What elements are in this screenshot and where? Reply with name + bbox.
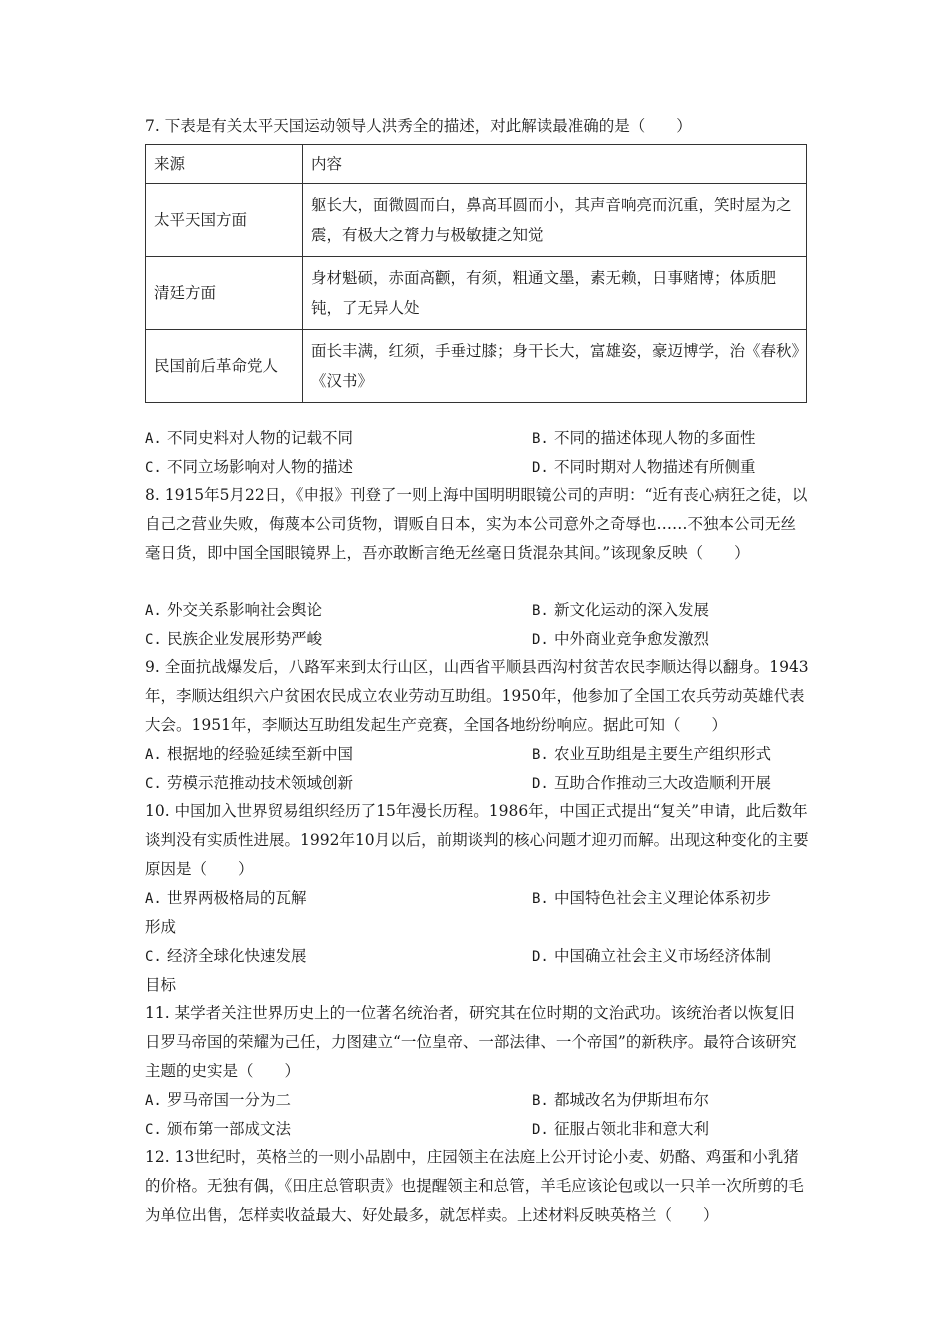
table-cell-source: 太平天国方面 [146, 184, 303, 257]
q12-stem: 12. 13世纪时，英格兰的一则小品剧中，庄园领主在法庭上公开讨论小麦、奶酪、鸡蛋和小乳猪的价格。无独有偶，《田庄总管职责》也提醒领主和总管，羊毛应该论包或以一只羊一次所剪的毛为单位出售，怎样卖收益最大、好处最多，就怎样卖。上述材料反映英格兰（ ） [145, 1148, 804, 1224]
q8-option-b[interactable]: B. 新文化运动的深入发展 [532, 601, 710, 619]
q8-option-c[interactable]: C. 民族企业发展形势严峻 [145, 630, 323, 648]
q8-stem: 8. 1915年5月22日，《申报》刊登了一则上海中国明明眼镜公司的声明：“近有丧心病狂之徒，以自己之营业失败，侮蔑本公司货物，谓贩自日本，实为本公司意外之奇辱也……不独本公司无丝毫日货，即中国全国眼镜界上，吾亦敢断言绝无丝毫日货混杂其间。”该现象反映（ ） [145, 486, 808, 562]
table-cell-content: 躯长大，面微圆而白，鼻高耳圆而小，其声音响亮而沉重，笑时屋为之震，有极大之膂力与极敏捷之知觉 [303, 184, 807, 257]
q10-option-b-wrap: 形成 [145, 918, 177, 936]
q9-option-b[interactable]: B. 农业互助组是主要生产组织形式 [532, 745, 772, 763]
table-header-source: 来源 [146, 145, 303, 184]
q7-option-a[interactable]: A. 不同史料对人物的记载不同 [145, 429, 354, 447]
table-row [146, 330, 807, 403]
q10-option-c[interactable]: C. 经济全球化快速发展 [145, 947, 307, 965]
q11-stem: 11. 某学者关注世界历史上的一位著名统治者，研究其在位时期的文治武功。该统治者以恢复旧日罗马帝国的荣耀为己任，力图建立“一位皇帝、一部法律、一个帝国”的新秩序。最符合该研究主题的史实是（ ） [145, 1004, 797, 1080]
q9-stem: 9. 全面抗战爆发后，八路军来到太行山区，山西省平顺县西沟村贫苦农民李顺达得以翻身。1943年，李顺达组织六户贫困农民成立农业劳动互助组。1950年，他参加了全国工农兵劳动英雄代表大会。1951年，李顺达互助组发起生产竞赛，全国各地纷纷响应。据此可知（ ） [145, 658, 809, 734]
table-header-row [146, 145, 807, 184]
q10-option-d-wrap: 目标 [145, 976, 177, 994]
q9-option-c[interactable]: C. 劳模示范推动技术领域创新 [145, 774, 354, 792]
q10-option-a[interactable]: A. 世界两极格局的瓦解 [145, 889, 307, 907]
table-cell-source: 民国前后革命党人 [146, 330, 303, 403]
q11-option-b[interactable]: B. 都城改名为伊斯坦布尔 [532, 1091, 710, 1109]
q10-option-d[interactable]: D. 中国确立社会主义市场经济体制 [532, 947, 772, 965]
q11-option-a[interactable]: A. 罗马帝国一分为二 [145, 1091, 292, 1109]
q10-option-b[interactable]: B. 中国特色社会主义理论体系初步 [532, 889, 772, 907]
q8-option-a[interactable]: A. 外交关系影响社会舆论 [145, 601, 323, 619]
table-cell-content: 身材魁硕，赤面高颧，有须，粗通文墨，素无赖，日事赌博；体质肥钝，了无异人处 [303, 257, 807, 330]
q11-option-c[interactable]: C. 颁布第一部成文法 [145, 1120, 292, 1138]
q10-stem: 10. 中国加入世界贸易组织经历了15年漫长历程。1986年，中国正式提出“复关”申请，此后数年谈判没有实质性进展。1992年10月以后，前期谈判的核心问题才迎刃而解。出现这种变化的主要原因是（ ） [145, 802, 809, 878]
q7-source-table [145, 144, 807, 403]
q9-option-a[interactable]: A. 根据地的经验延续至新中国 [145, 745, 354, 763]
table-row [146, 257, 807, 330]
table-row [146, 184, 807, 257]
table-cell-content: 面长丰满，红须，手垂过膝；身干长大，富雄姿，豪迈博学，治《春秋》《汉书》 [303, 330, 807, 403]
q7-option-d[interactable]: D. 不同时期对人物描述有所侧重 [532, 458, 756, 476]
table-cell-source: 清廷方面 [146, 257, 303, 330]
q8-option-d[interactable]: D. 中外商业竞争愈发激烈 [532, 630, 710, 648]
q7-stem: 7. 下表是有关太平天国运动领导人洪秀全的描述，对此解读最准确的是（ ） [145, 117, 692, 135]
q7-option-c[interactable]: C. 不同立场影响对人物的描述 [145, 458, 354, 476]
q7-option-b[interactable]: B. 不同的描述体现人物的多面性 [532, 429, 756, 447]
table-header-content: 内容 [303, 145, 807, 184]
q9-option-d[interactable]: D. 互助合作推动三大改造顺利开展 [532, 774, 772, 792]
q11-option-d[interactable]: D. 征服占领北非和意大利 [532, 1120, 710, 1138]
